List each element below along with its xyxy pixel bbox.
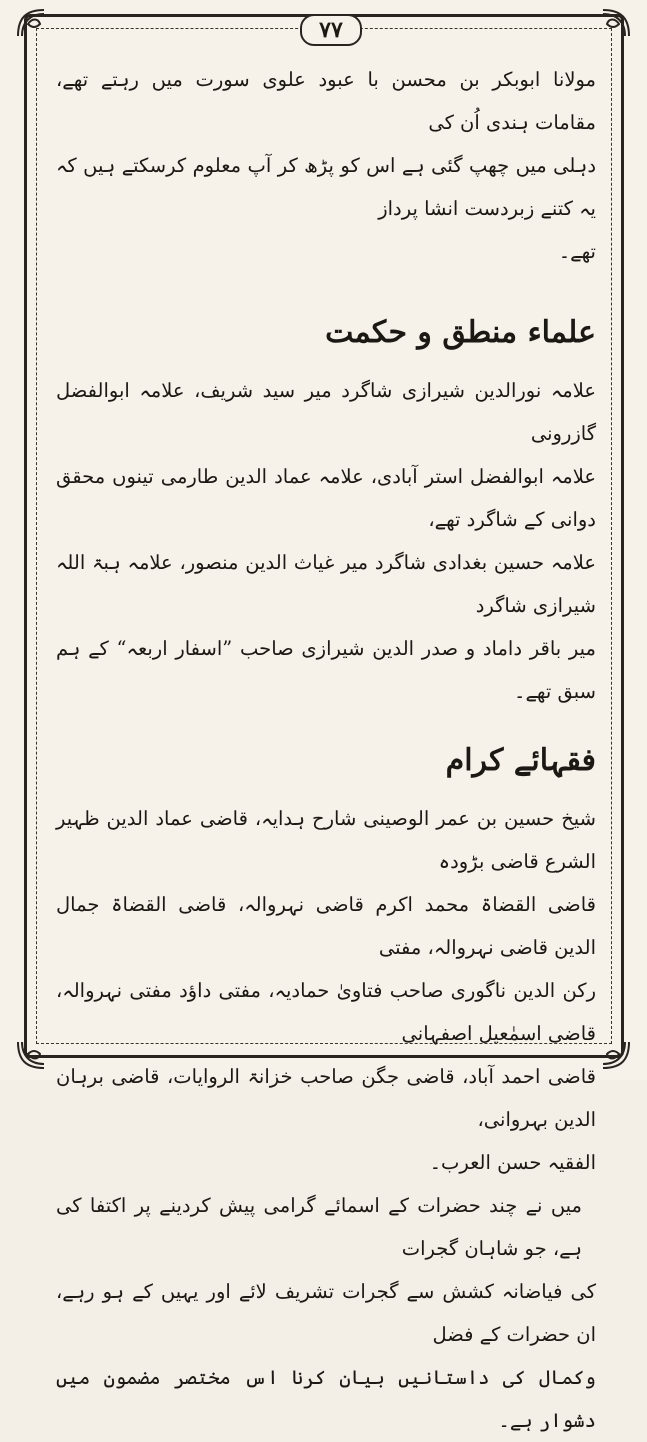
ornament-corner-icon <box>14 1036 50 1072</box>
closing-line-1: میں نے چند حضرات کے اسمائے گرامی پیش کردینے پر اکتفا کی ہے، جو شاہان گجرات <box>56 1194 582 1260</box>
section-2-line-2: قاضی القضاۃ محمد اکرم قاضی نہروالہ، قاضی القضاۃ جمال الدین قاضی نہروالہ، مفتی <box>56 893 596 959</box>
section-heading-logic-philosophy: علماء منطق و حکمت <box>325 315 596 350</box>
section-2-line-4: قاضی احمد آباد، قاضی جگن صاحب خزانۃ الروایات، قاضی برہان الدین بہروانی، <box>56 1065 596 1131</box>
section-1-line-2: علامہ ابوالفضل استر آبادی، علامہ عماد الدین طارمی تینوں محقق دوانی کے شاگرد تھے، <box>56 465 596 531</box>
section-2-line-5: الفقیہ حسن العرب۔ <box>429 1151 596 1174</box>
intro-line-1: مولانا ابوبکر بن محسن با عبود علوی سورت میں رہتے تھے، مقامات ہندی اُن کی <box>56 68 596 134</box>
ornament-corner-icon <box>14 6 50 42</box>
intro-line-3: تھے۔ <box>558 240 596 263</box>
ornament-corner-icon <box>597 6 633 42</box>
section-1-line-1: علامہ نورالدین شیرازی شاگرد میر سید شریف، علامہ ابوالفضل گازرونی <box>56 379 596 445</box>
closing-line-3: وکمال کی داستانیں بیان کرنا اس مختصر مضمون میں دشوار ہے۔ <box>56 1366 596 1432</box>
closing-line-2: کی فیاضانہ کشش سے گجرات تشریف لائے اور یہیں کے ہو رہے، ان حضرات کے فضل <box>56 1280 596 1346</box>
page-number: ۷۷ <box>300 14 362 46</box>
section-heading-jurists: فقہائے کرام <box>445 743 596 778</box>
section-1-line-4: میر باقر داماد و صدر الدین شیرازی صاحب ”اسفار اربعہ“ کے ہم سبق تھے۔ <box>56 637 596 703</box>
intro-line-2: دہلی میں چھپ گئی ہے اس کو پڑھ کر آپ معلوم کرسکتے ہیں کہ یہ کتنے زبردست انشا پرداز <box>56 154 596 220</box>
ornament-corner-icon <box>597 1036 633 1072</box>
section-2-line-3: رکن الدین ناگوری صاحب فتاویٰ حمادیہ، مفتی داؤد مفتی نہروالہ، قاضی اسمٰعیل اصفہانی <box>56 979 596 1045</box>
section-1-line-3: علامہ حسین بغدادی شاگرد میر غیاث الدین منصور، علامہ ہبۃ اللہ شیرازی شاگرد <box>56 551 596 617</box>
page-content <box>56 58 596 1432</box>
section-2-line-1: شیخ حسین بن عمر الوصینی شارح ہدایہ، قاضی عماد الدین ظہیر الشرع قاضی بڑودہ <box>56 807 596 873</box>
